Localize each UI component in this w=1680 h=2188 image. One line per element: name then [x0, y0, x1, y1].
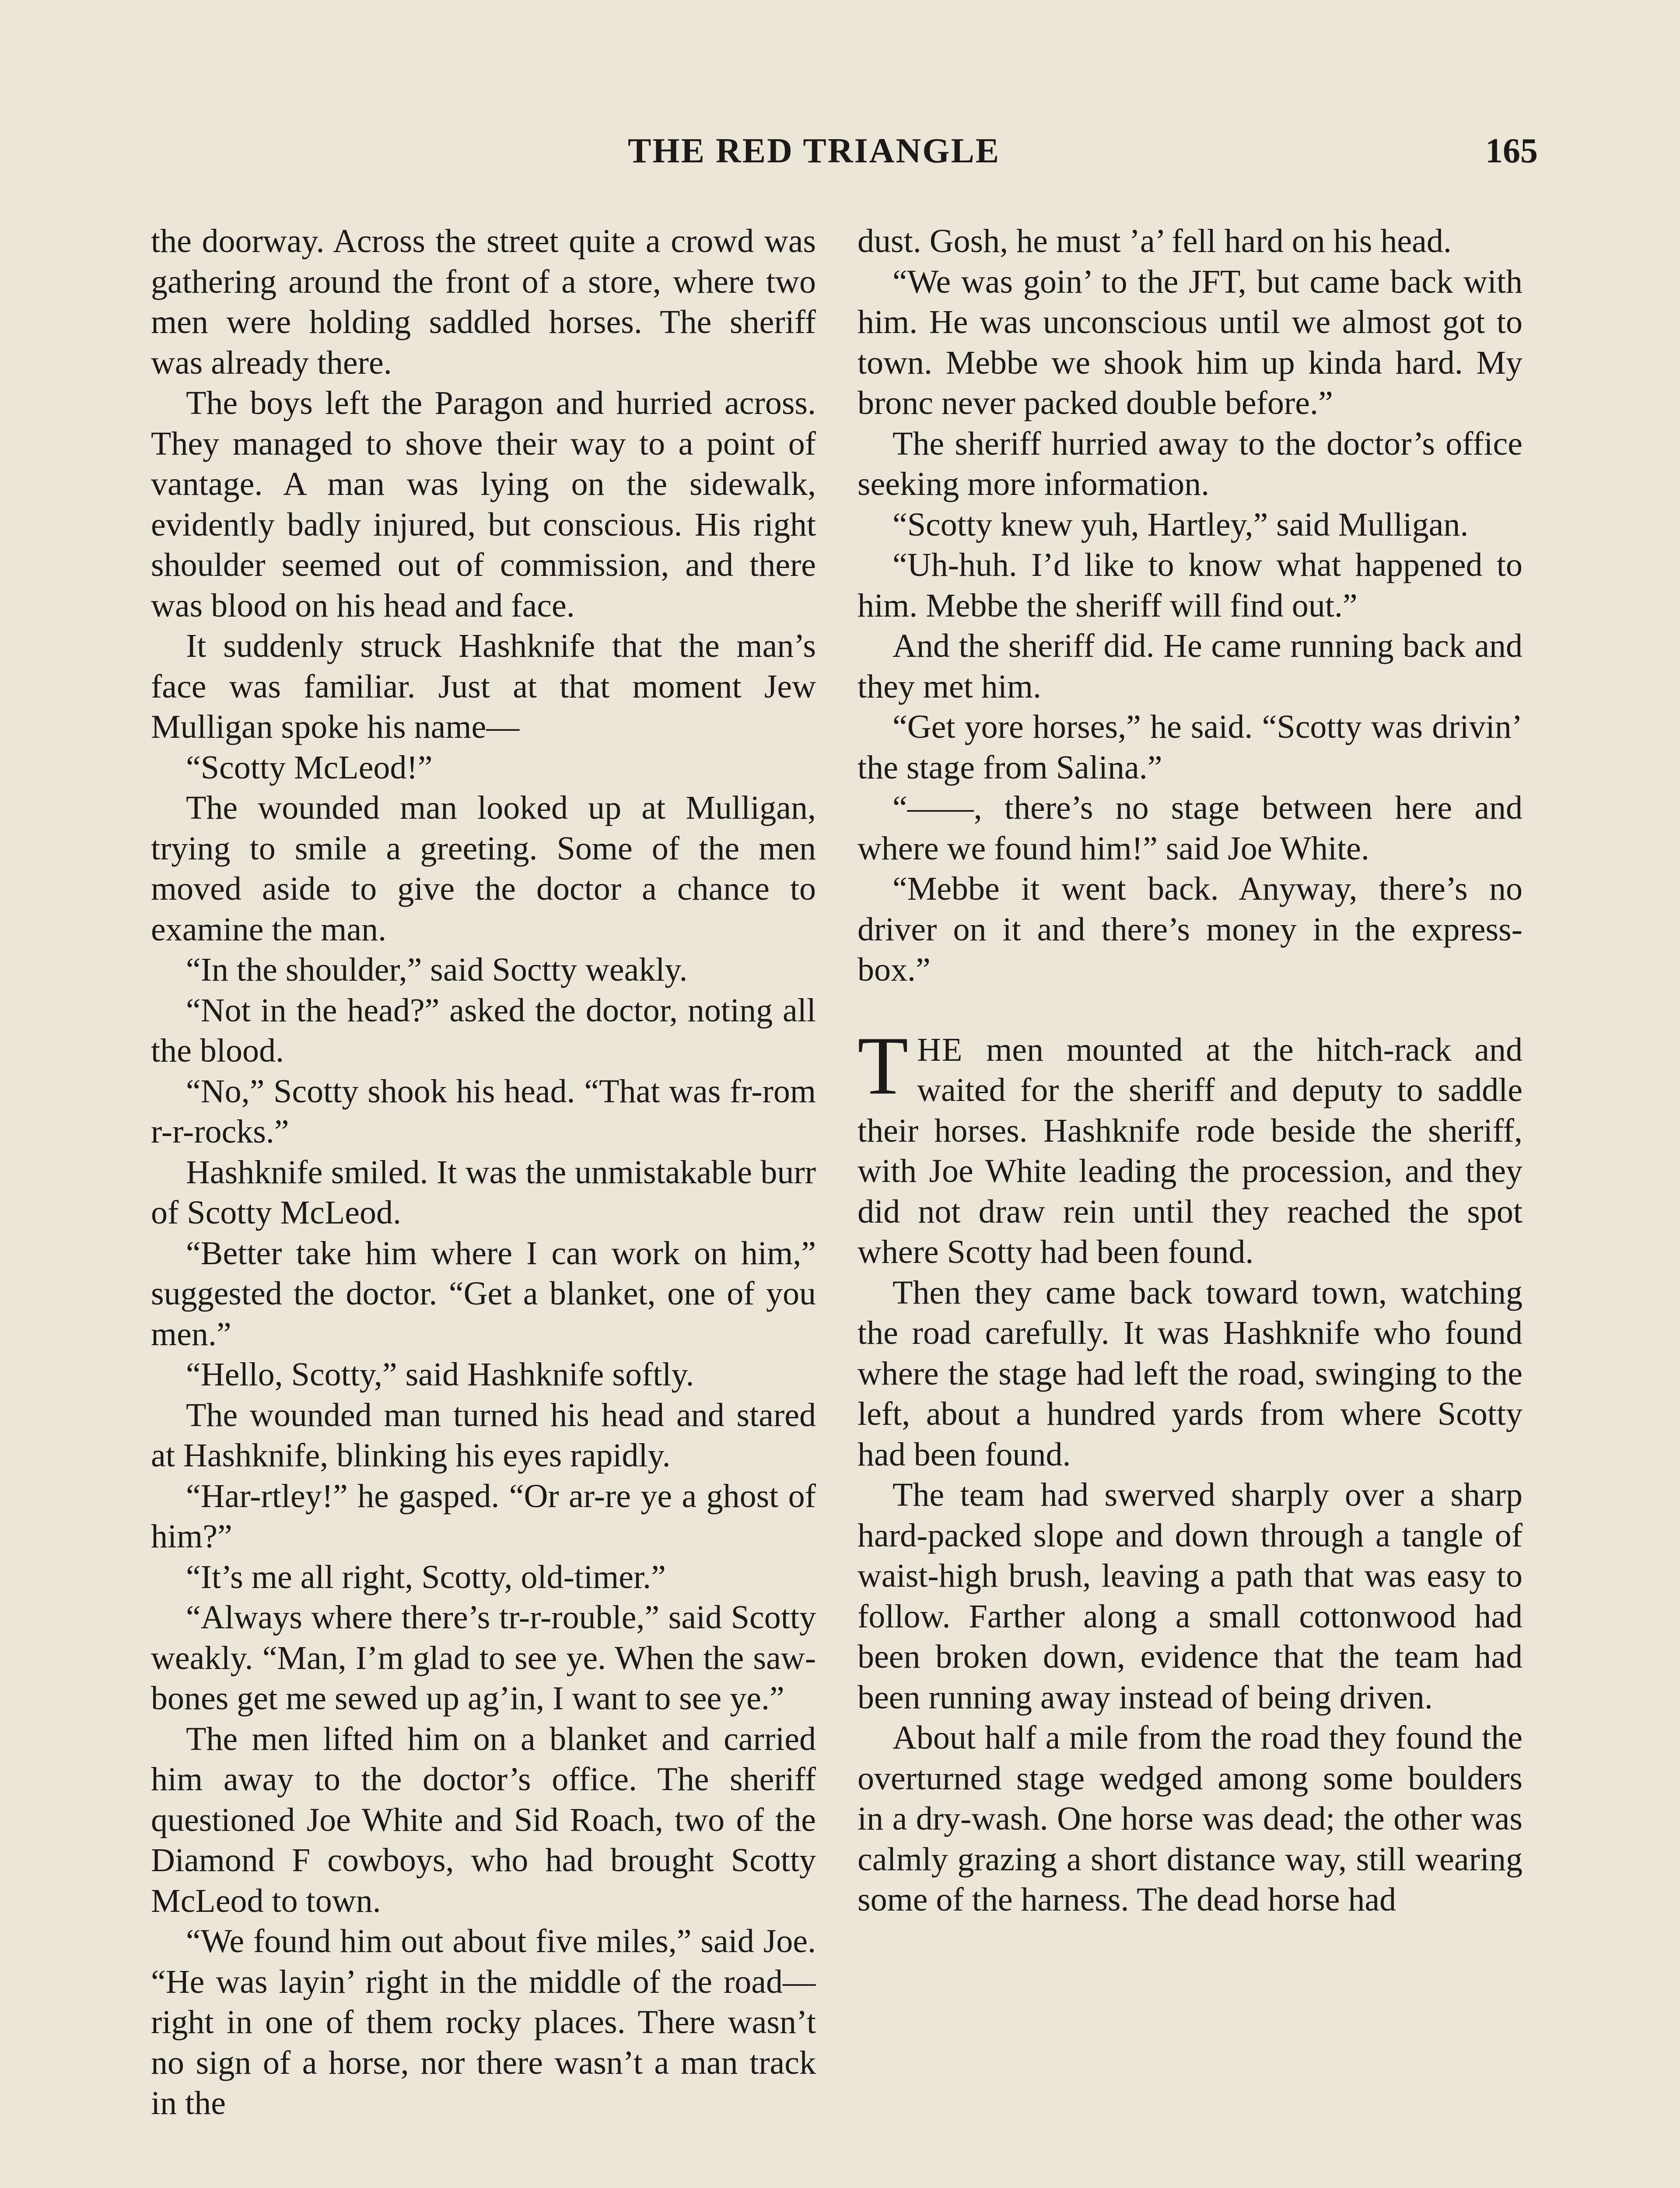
running-title: THE RED TRIANGLE [628, 132, 1001, 170]
paragraph: The wounded man turned his head and stared at Hashknife, blinking his eyes rapidly. [151, 1396, 816, 1474]
paragraph: “Not in the head?” asked the doctor, noting all the blood. [151, 992, 816, 1069]
right-column [858, 221, 1522, 2188]
paragraph: “Mebbe it went back. Anyway, there’s no driver on it and there’s money in the express-box.” [858, 870, 1522, 988]
paragraph: “In the shoulder,” said Soctty weakly. [186, 951, 688, 988]
paragraph: “Scotty McLeod!” [186, 749, 433, 786]
paragraph: dust. Gosh, he must ’a’ fell hard on his head. [858, 223, 1452, 259]
page-header [0, 131, 1680, 179]
section-lead-word: HE [917, 1031, 963, 1068]
paragraph: “Uh-huh. I’d like to know what happened to him. Mebbe the sheriff will find out.” [858, 547, 1522, 624]
paragraph: The boys left the Paragon and hurried across. They managed to shove their way to a point of vantage. A man was lying on the sidewalk, evidently badly injured, but conscious. His right shoulder seemed out of commission, and there was blood on his head and face. [151, 385, 816, 624]
paragraph: “Get yore horses,” he said. “Scotty was drivin’ the stage from Salina.” [858, 708, 1522, 786]
paragraph: “No,” Scotty shook his head. “That was fr-rom r-r-rocks.” [151, 1073, 816, 1150]
paragraph: “Better take him where I can work on him,” suggested the doctor. “Get a blanket, one of you men.” [151, 1234, 816, 1353]
paragraph: The men lifted him on a blanket and carried him away to the doctor’s office. The sheriff questioned Joe White and Sid Roach, two of the Diamond F cowboys, who had brought Scotty McLeod to town. [151, 1720, 816, 1919]
paragraph: “It’s me all right, Scotty, old-timer.” [186, 1558, 666, 1595]
paragraph: About half a mile from the road they found the overturned stage wedged among some boulders in a dry-wash. One horse was dead; the other was calmly grazing a short distance way, still wearing some of the harness. The dead horse had [858, 1719, 1522, 1918]
left-column [151, 221, 816, 2188]
paragraph: the doorway. Across the street quite a crowd was gathering around the front of a store, where two men were holding saddled horses. The sheriff was already there. [151, 223, 816, 381]
paragraph: The team had swerved sharply over a sharp hard-packed slope and down through a tangle of waist-high brush, leaving a path that was easy to follow. Farther along a small cottonwood had been broken down, evidence that the team had been running away instead of being driven. [858, 1476, 1522, 1716]
paragraph: “Har-rtley!” he gasped. “Or ar-re ye a ghost of him?” [151, 1477, 816, 1555]
paragraph: “Always where there’s tr-r-rouble,” said Scotty weakly. “Man, I’m glad to see ye. When the saw-bones get me sewed up ag’in, I want to see ye.” [151, 1599, 816, 1717]
paragraph: “We found him out about five miles,” said Joe. “He was layin’ right in the middle of the road—right in one of them rocky places. There wasn’t no sign of a horse, nor there wasn’t a man track in the [151, 1923, 816, 2121]
paragraph: “Hello, Scotty,” said Hashknife softly. [186, 1356, 694, 1393]
paragraph: Hashknife smiled. It was the unmistakable burr of Scotty McLeod. [151, 1154, 816, 1231]
paragraph: It suddenly struck Hashknife that the man’s face was familiar. Just at that moment Jew Mulligan spoke his name— [151, 628, 816, 745]
page-number: 165 [1485, 132, 1538, 170]
section-opening-paragraph [858, 1020, 1522, 1273]
paragraph: And the sheriff did. He came running back and they met him. [858, 628, 1522, 705]
paragraph: The wounded man looked up at Mulligan, trying to smile a greeting. Some of the men moved aside to give the doctor a chance to examine the man. [151, 789, 816, 948]
section-text: men mounted at the hitch-rack and waited for the sheriff and deputy to saddle their horses. Hashknife rode beside the sheriff, with Joe White leading the procession, and they did not draw rein until they reached the spot where Scotty had been found. [858, 1031, 1522, 1270]
paragraph: The sheriff hurried away to the doctor’s office seeking more information. [858, 425, 1522, 502]
paragraph: Then they came back toward town, watching the road carefully. It was Hashknife who found where the stage had left the road, swinging to the left, about a hundred yards from where Scotty had been found. [858, 1274, 1522, 1473]
paragraph: “Scotty knew yuh, Hartley,” said Mulligan. [892, 506, 1469, 543]
paragraph: “We was goin’ to the JFT, but came back with him. He was unconscious until we almost got to town. Mebbe we shook him up kinda hard. My bronc never packed double before.” [858, 263, 1522, 421]
drop-cap: T [858, 1020, 909, 1112]
paragraph: “——, there’s no stage between here and where we found him!” said Joe White. [858, 789, 1522, 867]
